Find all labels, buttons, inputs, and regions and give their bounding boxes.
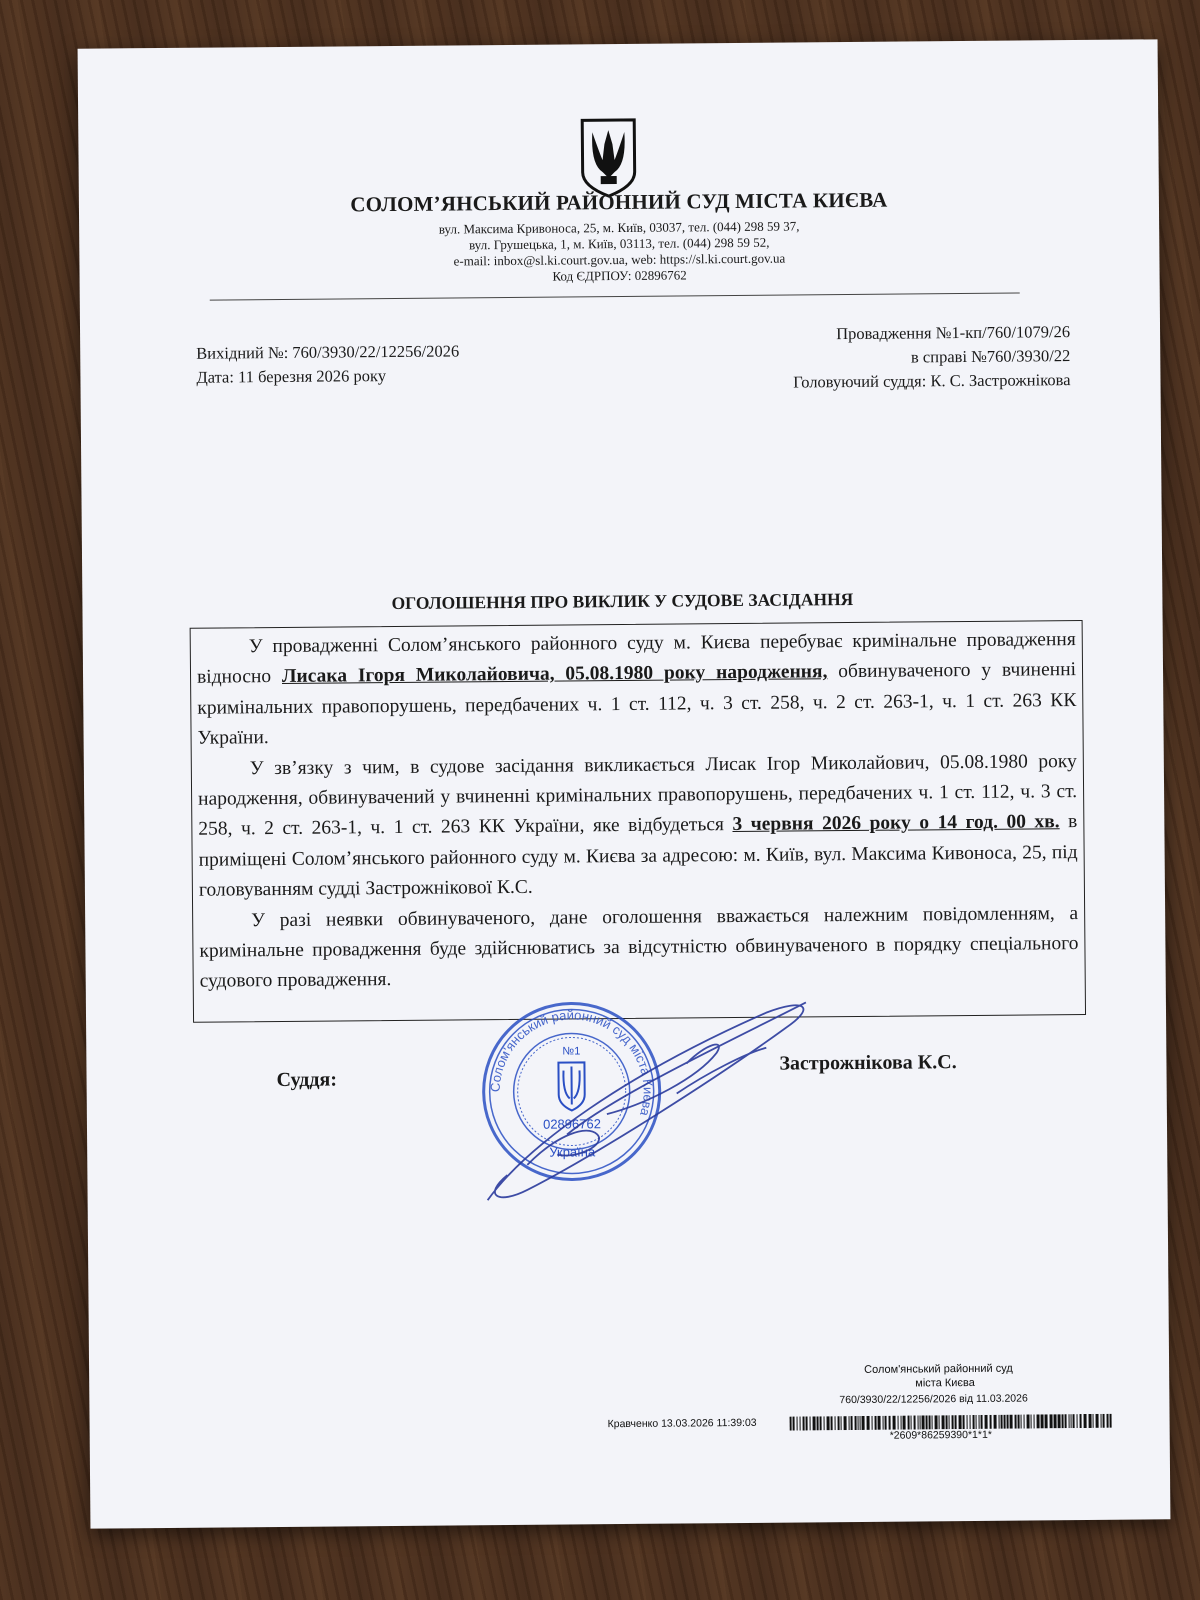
- barcode-bar: [922, 1415, 925, 1429]
- court-contacts: e-mail: inbox@sl.ki.court.gov.ua, web: https://sl.ki.court.gov.ua: [453, 250, 786, 269]
- barcode-bar: [1045, 1414, 1048, 1428]
- barcode-bar: [1001, 1415, 1003, 1429]
- barcode-bar: [827, 1416, 830, 1430]
- barcode-bar: [860, 1416, 861, 1430]
- paragraph-3: У разі неявки обвинуваченого, дане оголошення вважається належним повідомленням, а кримінальне провадження буде здійснюватись за відсутністю обвинуваченого в порядку спеціального судового провадження.: [199, 902, 1079, 993]
- barcode-bar: [990, 1415, 992, 1429]
- registration-registrar: Кравченко 13.03.2026 11:39:03: [607, 1416, 757, 1431]
- barcode-bar: [803, 1416, 805, 1430]
- barcode-bar: [1018, 1415, 1020, 1429]
- barcode: [790, 1414, 1114, 1431]
- barcode-bar: [872, 1416, 873, 1430]
- barcode-bar: [929, 1415, 931, 1429]
- barcode-bar: [855, 1416, 857, 1430]
- barcode-bar: [885, 1416, 887, 1430]
- barcode-bar: [952, 1415, 954, 1429]
- barcode-bar: [985, 1415, 988, 1429]
- barcode-bar: [898, 1416, 899, 1430]
- barcode-bar: [1080, 1414, 1082, 1428]
- barcode-bar: [939, 1415, 940, 1429]
- barcode-bar: [1021, 1415, 1022, 1429]
- barcode-bar: [946, 1415, 948, 1429]
- barcode-bar: [1084, 1414, 1087, 1428]
- paragraph-1-start: У провадженні Солом’янського районного суду м. Києва перебуває кримінальне провадження відносно: [196, 629, 1076, 689]
- barcode-bar: [1096, 1414, 1099, 1428]
- barcode-bar: [918, 1415, 919, 1429]
- barcode-bar: [790, 1417, 792, 1431]
- barcode-bar: [942, 1415, 945, 1429]
- barcode-bar: [903, 1416, 906, 1430]
- barcode-bar: [1054, 1414, 1057, 1428]
- barcode-bar: [963, 1415, 965, 1429]
- seal-number: №1: [562, 1045, 581, 1058]
- barcode-bar: [867, 1416, 870, 1430]
- barcode-bar: [911, 1416, 912, 1430]
- barcode-bar: [926, 1415, 928, 1429]
- barcode-bar: [844, 1416, 847, 1430]
- barcode-bar: [1077, 1414, 1078, 1428]
- proceeding-number: Провадження №1-кп/760/1079/26: [836, 322, 1071, 344]
- court-address-2: вул. Грушецька, 1, м. Київ, 03113, тел. (044) 298 59 52,: [469, 234, 770, 253]
- barcode-bar: [1093, 1414, 1094, 1428]
- barcode-bar: [1037, 1414, 1040, 1428]
- barcode-bar: [1034, 1414, 1035, 1428]
- paragraph-1: [197, 625, 1077, 754]
- document-date: Дата: 11 березня 2026 року: [196, 366, 387, 387]
- barcode-bar: [970, 1415, 971, 1429]
- announcement-heading: ОГОЛОШЕННЯ ПРО ВИКЛИК У СУДОВЕ ЗАСІДАННЯ: [391, 588, 854, 614]
- case-number: в справі №760/3930/22: [910, 346, 1071, 367]
- barcode-bar: [878, 1416, 881, 1430]
- barcode-bar: [1024, 1415, 1025, 1429]
- barcode-bar: [858, 1416, 859, 1430]
- court-edrpou: Код ЄДРПОУ: 02896762: [552, 267, 687, 284]
- barcode-bar: [1058, 1414, 1061, 1428]
- barcode-bar: [981, 1415, 983, 1429]
- barcode-bar: [949, 1415, 950, 1429]
- barcode-bar: [920, 1415, 921, 1429]
- barcode-bar: [831, 1416, 833, 1430]
- accused-name: Лисака Ігоря Миколайовича, 05.08.1980 року народження,: [281, 661, 828, 688]
- barcode-bar: [1015, 1415, 1017, 1429]
- barcode-bar: [1027, 1414, 1030, 1428]
- coat-of-arms-icon: [578, 116, 639, 199]
- barcode-bar: [1071, 1414, 1072, 1428]
- barcode-bar: [1073, 1414, 1075, 1428]
- seal-ring-text: Солом'янський районний суд міста Києва: [487, 1007, 656, 1118]
- paragraph-1-end: обвинуваченого у вчиненні кримінальних правопорушень, передбачених ч. 1 ст. 112, ч. 3 ст. 258, ч. 2 ст. 263-1, ч. 1 ст. 263 КК України.: [197, 659, 1077, 749]
- paragraph-2-start: У зв’язку з чим, в судове засідання викликається Лисак Ігор Миколайович, 05.08.1980 року народження, обвинувачений у вчиненні кримінальних правопорушень, передбачених ч. 1 ст. 112, ч. 3 ст. 258, ч. 2 ст. 263-1, ч. 1 ст. 263 КК України, яке відбудеться: [198, 750, 1078, 841]
- barcode-bar: [914, 1415, 916, 1429]
- barcode-bar: [1069, 1414, 1070, 1428]
- paragraph-2: [198, 747, 1078, 907]
- announcement-body: [190, 620, 1086, 1023]
- barcode-bar: [955, 1415, 957, 1429]
- judge-label: Суддя:: [276, 1068, 338, 1092]
- court-address-1: вул. Максима Кривоноса, 25, м. Київ, 03037, тел. (044) 298 59 37,: [438, 218, 800, 237]
- barcode-bar: [1110, 1414, 1112, 1428]
- handwritten-signature: [466, 982, 828, 1215]
- document-page: [78, 39, 1171, 1528]
- paragraph-2-end: в приміщені Солом’янського районного суду м. Києва за адресою: м. Київ, вул. Максима Кивоноса, 25, під головуванням судді Застрожнікової К.С.: [198, 811, 1078, 901]
- barcode-bar: [800, 1416, 801, 1430]
- barcode-text: *2609*86259390*1*1*: [889, 1428, 992, 1442]
- barcode-bar: [838, 1416, 840, 1430]
- header-divider: [210, 293, 1020, 301]
- presiding-judge: Головуючий суддя: К. С. Застрожнікова: [793, 370, 1071, 392]
- barcode-bar: [806, 1416, 808, 1430]
- hearing-date: 3 червня 2026 року о 14 год. 00 хв.: [732, 811, 1060, 836]
- barcode-bar: [813, 1416, 816, 1430]
- barcode-bar: [1004, 1415, 1006, 1429]
- barcode-bar: [883, 1416, 884, 1430]
- seal-country: Україна: [549, 1144, 596, 1160]
- barcode-bar: [999, 1415, 1000, 1429]
- court-name: СОЛОМ’ЯНСЬКИЙ РАЙОННИЙ СУД МІСТА КИЄВА: [350, 187, 888, 217]
- barcode-bar: [1089, 1414, 1092, 1428]
- barcode-bar: [1010, 1415, 1013, 1429]
- barcode-bar: [959, 1415, 962, 1429]
- barcode-bar: [901, 1416, 902, 1430]
- barcode-bar: [1041, 1414, 1044, 1428]
- barcode-bar: [979, 1415, 980, 1429]
- barcode-bar: [893, 1416, 896, 1430]
- barcode-bar: [1101, 1414, 1102, 1428]
- barcode-bar: [817, 1416, 819, 1430]
- barcode-bar: [976, 1415, 977, 1429]
- barcode-bar: [1062, 1414, 1064, 1428]
- barcode-bar: [932, 1415, 933, 1429]
- barcode-bar: [1050, 1414, 1053, 1428]
- barcode-bar: [824, 1416, 825, 1430]
- barcode-bar: [1065, 1414, 1067, 1428]
- barcode-bar: [841, 1416, 842, 1430]
- barcode-bar: [1107, 1414, 1109, 1428]
- barcode-bar: [973, 1415, 975, 1429]
- barcode-bar: [1031, 1414, 1032, 1428]
- barcode-bar: [935, 1415, 938, 1429]
- barcode-bar: [820, 1416, 822, 1430]
- registration-court-line-1: Солом'янський районний суд: [864, 1362, 1013, 1376]
- registration-court-line-2: міста Києва: [915, 1376, 975, 1390]
- barcode-bar: [889, 1416, 891, 1430]
- seal-code: 02896762: [542, 1116, 601, 1132]
- barcode-bar: [851, 1416, 853, 1430]
- barcode-bar: [797, 1417, 798, 1431]
- barcode-bar: [862, 1416, 865, 1430]
- barcode-bar: [835, 1416, 836, 1430]
- barcode-bar: [875, 1416, 877, 1430]
- barcode-bar: [849, 1416, 850, 1430]
- barcode-bar: [1103, 1414, 1105, 1428]
- barcode-bar: [967, 1415, 968, 1429]
- registration-doc-ref: 760/3930/22/12256/2026 від 11.03.2026: [839, 1392, 1028, 1407]
- judge-name: Застрожнікова К.С.: [779, 1051, 957, 1075]
- barcode-bar: [994, 1415, 997, 1429]
- barcode-bar: [908, 1416, 910, 1430]
- barcode-bar: [1007, 1415, 1009, 1429]
- barcode-bar: [810, 1416, 811, 1430]
- barcode-bar: [793, 1417, 795, 1431]
- outgoing-number: Вихідний №: 760/3930/22/12256/2026: [196, 341, 460, 363]
